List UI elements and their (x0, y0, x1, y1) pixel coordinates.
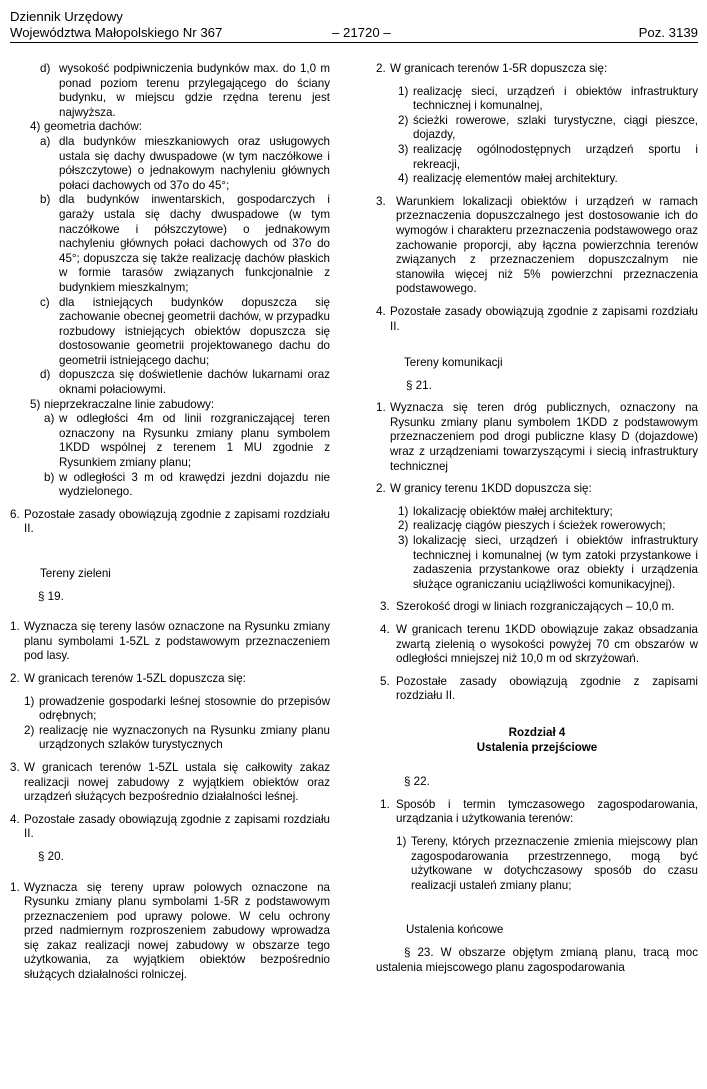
left-column (10, 62, 330, 983)
list-item: 1) lokalizację obiektów małej architektury; (398, 504, 613, 518)
chapter-title: Rozdział 4 (508, 725, 566, 739)
paragraph: 2. W granicach terenów 1-5R dopuszcza się: (376, 62, 608, 75)
journal-issue: Województwa Małopolskiego Nr 367 (10, 25, 223, 40)
list-item: 1) Tereny, których przeznaczenie zmienia miejscowy plan zagospodarowania przestrzennego, mogą być użytkowane w dotychczasowy sposób do czasu realizacji ustaleń zmiany planu; (396, 834, 698, 892)
list-item: d) dopuszcza się doświetlenie dachów lukarnami oraz oknami połaciowymi. (40, 368, 330, 397)
paragraph: 1. Wyznacza się teren dróg publicznych, oznaczony na Rysunku zmiany planu symbolem 1KDD z podstawowym przeznaczeniem pod drogi publiczne klasy D (dojazdowe) wraz z urządzeniami towarzyszącymi i siecią infrastruktury technicznej (376, 401, 698, 473)
paragraph: 3. W granicach terenów 1-5ZL ustala się całkowity zakaz realizacji nowej zabudowy z wyjątkiem obiektów oraz urządzeń służących bezpośrednio działalności leśnej. (10, 760, 330, 804)
paragraph: 6. Pozostałe zasady obowiązują zgodnie z zapisami rozdziału II. (10, 507, 330, 536)
section-number: § 22. (404, 775, 430, 789)
list-item: 4) realizację elementów małej architektury. (398, 172, 618, 186)
page-header (10, 9, 698, 41)
paragraph: 3. Warunkiem lokalizacji obiektów i urządzeń w ramach przeznaczenia dopuszczalnego jest dostosowanie ich do wymogów i charakteru przeznaczenia podstawowego oraz zachowanie proporcji, aby łączna powierzchnia terenów związanych z przeznaczeniem dopuszczalnym nie stanowiła więcej niż 5% powierzchni przeznaczenia podstawowego. (376, 194, 698, 296)
page-number: – 21720 – (332, 25, 391, 40)
section-number: § 20. (38, 849, 64, 863)
list-item: 3) lokalizację sieci, urządzeń i obiektów infrastruktury technicznej i komunalnej (w tym zatoki przystankowe i zadaszenia przystankowe oraz obiekty i urządzenia służące ograniczaniu uciążliwości komunikacyjnej). (398, 534, 698, 591)
list-item: 2) realizację nie wyznaczonych na Rysunku zmiany planu urządzonych szlaków turystycznych (24, 723, 330, 752)
header-rule (10, 42, 698, 43)
paragraph: 1. Wyznacza się tereny upraw polowych oznaczone na Rysunku zmiany planu symbolami 1-5R z podstawowym przeznaczeniem pod uprawy polowe. W celu ochrony przed nadmiernym rozproszeniem zabudowy wprowadza się zakaz realizacji nowej zabudowy w obszarze tego użytkowania, za wyjątkiem obiektów bezpośrednio służących działalności rolniczej. (10, 880, 330, 982)
section-heading: Ustalenia końcowe (406, 923, 504, 937)
list-item: b) w odległości 3 m od krawędzi jezdni dojazdu nie wydzielonego. (44, 470, 330, 499)
journal-title: Dziennik Urzędowy (10, 9, 123, 24)
list-item: d) wysokość podpiwniczenia budynków max. do 1,0 m ponad poziom terenu przylegającego do ściany budynku, w miejscu gdzie rzędna terenu jest najwyższa. (40, 62, 330, 119)
paragraph: 2. W granicy terenu 1KDD dopuszcza się: (376, 482, 592, 496)
list-item: a) w odległości 4m od linii rozgraniczającej teren oznaczony na Rysunku zmiany planu symbolem 1KDD wspólnej z terenem 1 MU zgodnie z Rysunkiem zmiany planu; (44, 412, 330, 470)
section-number: § 19. (38, 589, 64, 603)
list-item: 2) ścieżki rowerowe, szlaki turystyczne, ciągi pieszce, dojazdy, (398, 113, 698, 142)
list-item: 2) realizację ciągów pieszych i ścieżek rowerowych; (398, 519, 666, 533)
paragraph: 2. W granicach terenów 1-5ZL dopuszcza się: (10, 671, 246, 685)
chapter-subtitle: Ustalenia przejściowe (476, 740, 598, 754)
paragraph: § 23. W obszarze objętym zmianą planu, tracą moc ustalenia miejscowego planu zagospodarowania (376, 945, 698, 974)
list-item: c) dla istniejących budynków dopuszcza się zachowanie obecnej geometrii dachów, w przypadku rozbudowy istniejących obiektów dopuszcza się dostosowanie geometrii projektowanego dachu do geometrii istniejącego dachu; (40, 295, 330, 367)
list-item: 4) geometria dachów: (30, 120, 142, 134)
paragraph: 1. Wyznacza się tereny lasów oznaczone na Rysunku zmiany planu symbolami 1-5ZL z podstawowym przeznaczeniem pod lasy. (10, 620, 330, 663)
paragraph: 3. Szerokość drogi w liniach rozgraniczających – 10,0 m. (380, 600, 675, 614)
list-item: 1) prowadzenie gospodarki leśnej stosownie do przepisów odrębnych; (24, 694, 330, 723)
section-heading: Tereny komunikacji (404, 356, 503, 370)
paragraph: 5. Pozostałe zasady obowiązują zgodnie z zapisami rozdziału II. (380, 674, 698, 703)
section-heading: Tereny zieleni (40, 567, 111, 580)
paragraph: 4. Pozostałe zasady obowiązują zgodnie z zapisami rozdziału II. (10, 812, 330, 841)
right-column (376, 62, 698, 975)
list-item: 1) realizację sieci, urządzeń i obiektów infrastruktury technicznej i komunalnej, (398, 84, 698, 113)
list-item: 3) realizację ogólnodostępnych urządzeń sportu i rekreacji, (398, 142, 698, 171)
list-item: a) dla budynków mieszkaniowych oraz usługowych ustala się dachy dwuspadowe (w tym naczółkowe i półszczytowe) o jednakowym nachyleniu głównych połaci dachowych od 37o do 45°; (40, 134, 330, 192)
position-number: Poz. 3139 (638, 25, 698, 40)
list-item: 5) nieprzekraczalne linie zabudowy: (30, 397, 215, 411)
paragraph: 4. W granicach terenu 1KDD obowiązuje zakaz obsadzania zwartą zielenią o wysokości powyżej 70 cm obszarów w odległości mniejszej niż 10,0 m od skrzyżowań. (380, 623, 698, 666)
paragraph: 4. Pozostałe zasady obowiązują zgodnie z zapisami rozdziału II. (376, 304, 698, 333)
list-item: b) dla budynków inwentarskich, gospodarczych i garaży ustala się dachy dwuspadowe (w tym naczółkowe i półszczytowe) o jednakowym nachyleniu głównych połaci dachowych od 37o do 45°; dopuszcza się także realizację dachów płaskich w formie tarasów związanych funkcjonalnie z budynkiem mieszkalnym; (40, 193, 330, 294)
section-number: § 21. (406, 378, 432, 392)
paragraph: 1. Sposób i termin tymczasowego zagospodarowania, urządzania i użytkowania terenów: (380, 797, 698, 826)
